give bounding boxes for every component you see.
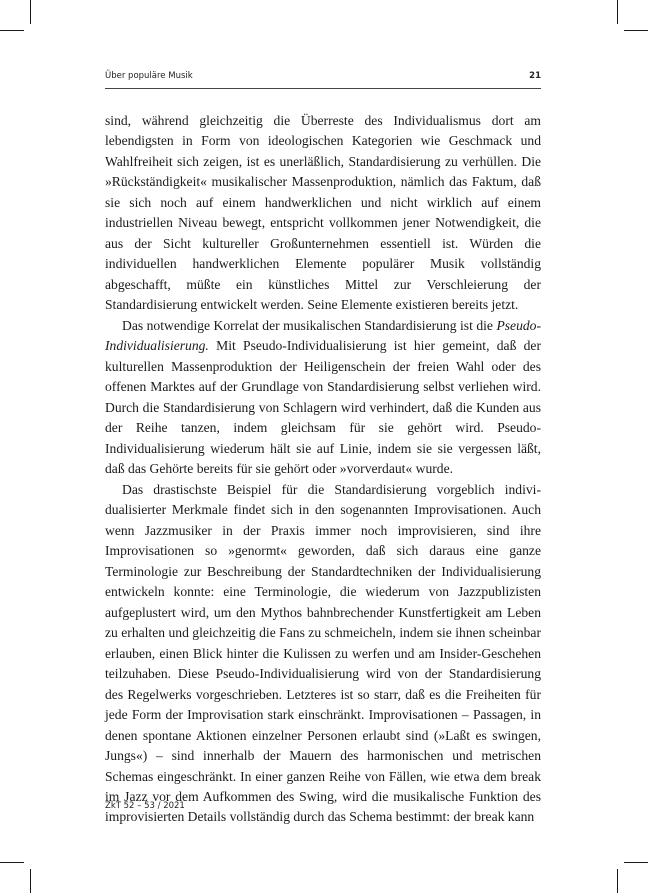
running-head-title: Über populäre Musik [105, 71, 193, 81]
paragraph-text: Mit Pseudo-Individualisierung ist hier gemeint, daß der kulturellen Massenproduktion der Heiligenschein der freien Wahl oder des offenen Marktes auf der Grundlage von Standardisierung selbst verliehen wird. Durch die Standardisierung von Schlagern wird verhindert, daß die Kunden aus der Reihe tanzen, indem gleichsam für sie gehört wird. Pseudo-Individualisierung wiederum hält sie auf Linie, indem sie sie vergessen läßt, daß das Gehörte bereits für sie gehört oder »vorverdaut« wurde. [105, 338, 541, 477]
crop-mark-top-right-horizontal [624, 30, 648, 31]
crop-mark-bottom-right-horizontal [624, 862, 648, 863]
body-text [105, 111, 541, 828]
journal-citation: ZkT 52 – 53 / 2021 [105, 801, 185, 811]
paragraph: Das drastischste Beispiel für die Standardisierung vorgeblich individualisierter Merkmale findet sich in den sogenannten Improvisationen. Auch wenn Jazzmusiker in der Praxis immer noch improvisieren, sind ihre Improvisationen so »genormt« geworden, daß sich daraus eine ganze Terminologie zur Beschreibung der Standardtechniken der Individualisierung entwickeln konnte: eine Terminologie, die wiederum von Jazzpublizisten aufgeplustert wird, um den Mythos bahnbrechender Kunstfertigkeit am Leben zu erhalten und gleichzeitig die Fans zu schmeicheln, indem sie ihnen scheinbar erlauben, einen Blick hinter die Kulissen zu werfen und am Insider-Geschehen teilzuhaben. Diese Pseudo-Individualisierung wird von der Standardisierung des Regelwerks vorgeschrieben. Letzteres ist so starr, daß es die Freiheiten für jede Form der Improvisation stark einschränkt. Improvisationen – Passagen, in denen spontane Aktionen einzelner Personen erlaubt sind (»Laßt es swingen, Jungs«) – sind innerhalb der Mauern des harmonischen und metrischen Schemas eingeschränkt. In einer ganzen Reihe von Fällen, wie etwa dem break im Jazz vor dem Aufkommen des Swing, wird die musikalische Funktion des improvisierten Details vollständig durch das Schema bestimmt: der break kann [105, 481, 541, 825]
paragraph: sind, während gleichzeitig die Überreste des Individualismus dort am lebendigsten in Form von ideologischen Kategorien wie Geschmack und Wahlfreiheit sich zeigen, ist es unerläßlich, Standardisierung zu verhüllen. Die »Rückständigkeit« musikalischer Massenproduktion, nämlich das Faktum, daß sie sich noch auf einem handwerklichen und nicht wirklich auf einem industriellen Niveau bewegt, entspricht vollkommen jener Notwendigkeit, die aus der Sicht kultureller Großunternehmen essentiell ist. Würden die individuellen handwerklichen Elemente populärer Musik vollständig abgeschafft, müßte ein künstliches Mittel zur Verschleierung der Standardisierung entwickelt werden. Seine Elemente existieren bereits jetzt. [105, 113, 541, 313]
crop-mark-bottom-left-horizontal [0, 862, 24, 863]
crop-mark-top-right-vertical [617, 0, 618, 24]
crop-mark-bottom-left-vertical [30, 869, 31, 893]
crop-mark-top-left-vertical [30, 0, 31, 24]
running-head [105, 71, 541, 85]
emphasized-term: Pseudo-Individualisierung. [105, 317, 541, 354]
header-rule [105, 88, 541, 89]
paragraph-text: Das notwendige Korrelat der musikalischen Standardisierung ist die [122, 317, 497, 333]
page-number: 21 [529, 71, 541, 81]
crop-mark-top-left-horizontal [0, 30, 24, 31]
crop-mark-bottom-right-vertical [617, 869, 618, 893]
paragraph [105, 316, 541, 480]
